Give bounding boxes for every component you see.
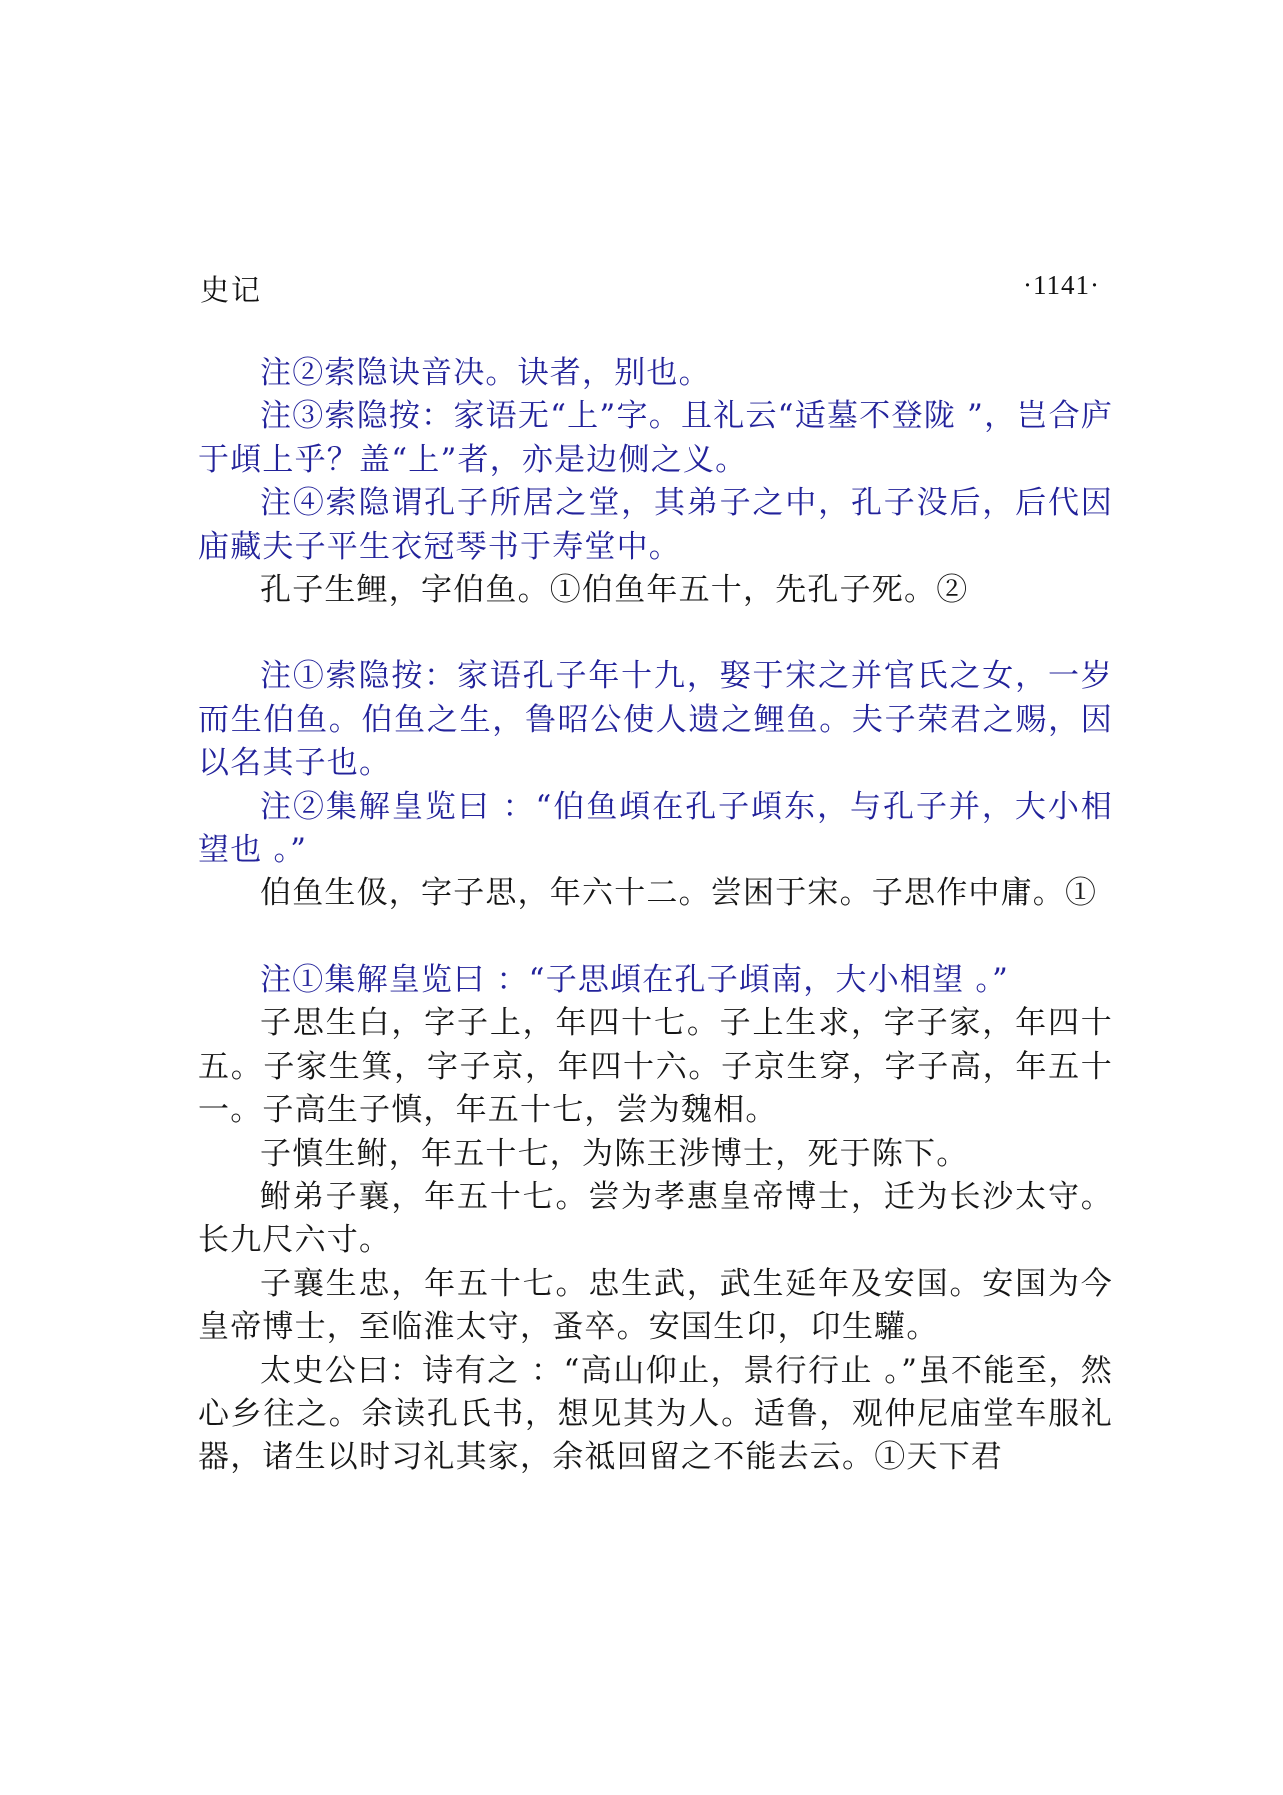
main-text-paragraph: 子思生白，字子上，年四十七。子上生求，字子家，年四十五。子家生箕，字子京，年四十六。子京生穿，字子高，年五十一。子高生子慎，年五十七，尝为魏相。 — [198, 1005, 1113, 1129]
page-number: ·1141· — [1023, 270, 1100, 300]
paragraph-spacer — [198, 612, 1113, 655]
annotation-paragraph: 注③索隐按：家语无“上”字。且礼云“适墓不登陇 ”，岂合庐于頉上乎？盖“上”者，亦是边侧之义。 — [198, 398, 1113, 478]
annotation-paragraph: 注②索隐诀音决。诀者，别也。 — [260, 355, 711, 391]
page-body — [198, 352, 1113, 1480]
annotation-paragraph: 注②集解皇览曰 ：“伯鱼頉在孔子頉东，与孔子并，大小相望也 。” — [198, 788, 1113, 869]
book-title: 史记 — [200, 273, 263, 307]
main-text-paragraph: 太史公曰：诗有之 ：“高山仰止，景行行止 。”虽不能至，然心乡往之。余读孔氏书，想见其为人。适鲁，观仲尼庙堂车服礼器，诸生以时习礼其家，余祗回留之不能去云。①天下君 — [198, 1352, 1113, 1476]
main-text-paragraph: 鲋弟子襄，年五十七。尝为孝惠皇帝博士，迁为长沙太守。长九尺六寸。 — [198, 1178, 1113, 1259]
annotation-paragraph: 注④索隐谓孔子所居之堂，其弟子之中，孔子没后，后代因庙藏夫子平生衣冠琴书于寿堂中。 — [198, 485, 1113, 565]
main-text-paragraph: 子慎生鲋，年五十七，为陈王涉博士，死于陈下。 — [260, 1135, 969, 1172]
annotation-paragraph: 注①集解皇览曰 ：“子思頉在孔子頉南，大小相望 。” — [260, 961, 1010, 998]
main-text-paragraph: 子襄生忠，年五十七。忠生武，武生延年及安国。安国为今皇帝博士，至临淮太守，蚤卒。安国生卬，卬生驩。 — [198, 1265, 1113, 1346]
main-text-paragraph: 孔子生鲤，字伯鱼。①伯鱼年五十，先孔子死。② — [260, 572, 969, 609]
paragraph-spacer — [198, 916, 1113, 959]
main-text-paragraph: 伯鱼生伋，字子思，年六十二。尝困于宋。子思作中庸。① — [260, 875, 1098, 912]
page-header — [200, 268, 1100, 308]
annotation-paragraph: 注①索隐按：家语孔子年十九，娶于宋之并官氏之女，一岁而生伯鱼。伯鱼之生，鲁昭公使人遗之鲤鱼。夫子荣君之赐，因以名其子也。 — [198, 658, 1113, 782]
